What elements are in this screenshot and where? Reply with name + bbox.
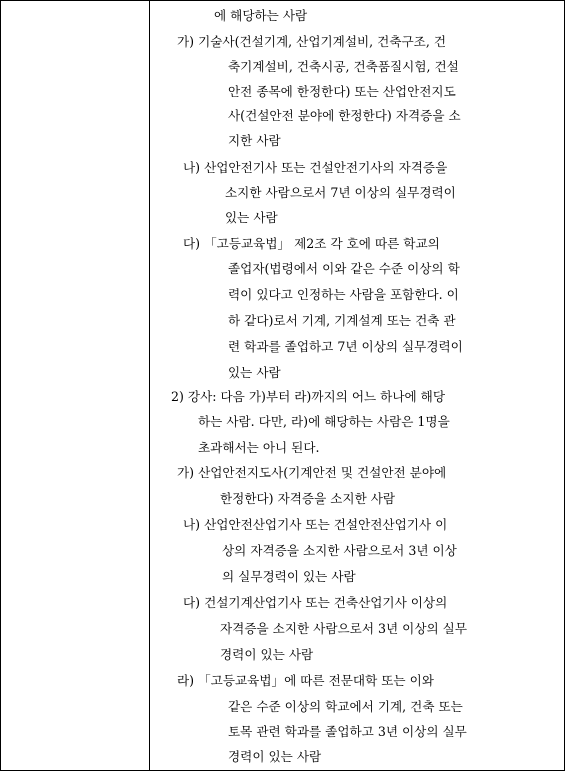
- text-line: 초과해서는 아니 된다.: [198, 440, 320, 455]
- text-line: 있는 사람: [228, 365, 281, 380]
- text-line: 하 같다)로서 기계, 기계설계 또는 건축 관: [228, 313, 456, 328]
- text-line: 가) 기술사(건설기계, 산업기계설비, 건축구조, 건: [177, 34, 446, 49]
- text-line: 나) 산업안전기사 또는 건설안전기사의 자격증을: [183, 160, 448, 175]
- text-line: 안전 종목에 한정한다) 또는 산업안전지도: [228, 84, 456, 99]
- table-content-cell: [150, 0, 564, 771]
- text-line: 경력이 있는 사람: [220, 647, 314, 662]
- text-line: 토목 관련 학과를 졸업하고 3년 이상의 실무: [228, 724, 467, 739]
- text-line: 상의 자격증을 소지한 사람으로서 3년 이상: [222, 543, 457, 558]
- table-left-cell: [1, 1, 149, 770]
- text-line: 자격증을 소지한 사람으로서 3년 이상의 실무: [220, 621, 468, 636]
- text-line: 력이 있다고 인정하는 사람을 포함한다. 이: [228, 287, 459, 302]
- text-line: 지한 사람: [228, 133, 281, 148]
- text-line: 라) 「고등교육법」에 따른 전문대학 또는 이와: [177, 673, 434, 688]
- text-line: 졸업자(법령에서 이와 같은 수준 이상의 학: [228, 261, 460, 276]
- text-line: 의 실무경력이 있는 사람: [222, 569, 356, 584]
- text-line: 다) 건설기계산업기사 또는 건축산업기사 이상의: [183, 595, 448, 610]
- text-line: 한정한다) 자격증을 소지한 사람: [220, 491, 396, 506]
- text-line: 에 해당하는 사람: [214, 8, 308, 23]
- text-line: 축기계설비, 건축시공, 건축품질시험, 건설: [228, 59, 459, 74]
- text-line: 가) 산업안전지도사(기계안전 및 건설안전 분야에: [177, 465, 447, 480]
- text-line: 나) 산업안전산업기사 또는 건설안전산업기사 이: [183, 517, 448, 532]
- text-line: 사(건설안전 분야에 한정한다) 자격증을 소: [228, 108, 461, 123]
- text-line: 소지한 사람으로서 7년 이상의 실무경력이: [225, 185, 456, 200]
- text-line: 2) 강사: 다음 가)부터 라)까지의 어느 하나에 해당: [171, 389, 445, 404]
- text-line: 련 학과를 졸업하고 7년 이상의 실무경력이: [228, 339, 463, 354]
- text-line: 다) 「고등교육법」 제2조 각 호에 따른 학교의: [183, 236, 440, 251]
- text-line: 경력이 있는 사람: [228, 749, 322, 764]
- text-line: 하는 사람. 다만, 라)에 해당하는 사람은 1명을: [198, 414, 450, 429]
- text-line: 있는 사람: [225, 210, 278, 225]
- text-line: 같은 수준 이상의 학교에서 기계, 건축 또는: [228, 699, 463, 714]
